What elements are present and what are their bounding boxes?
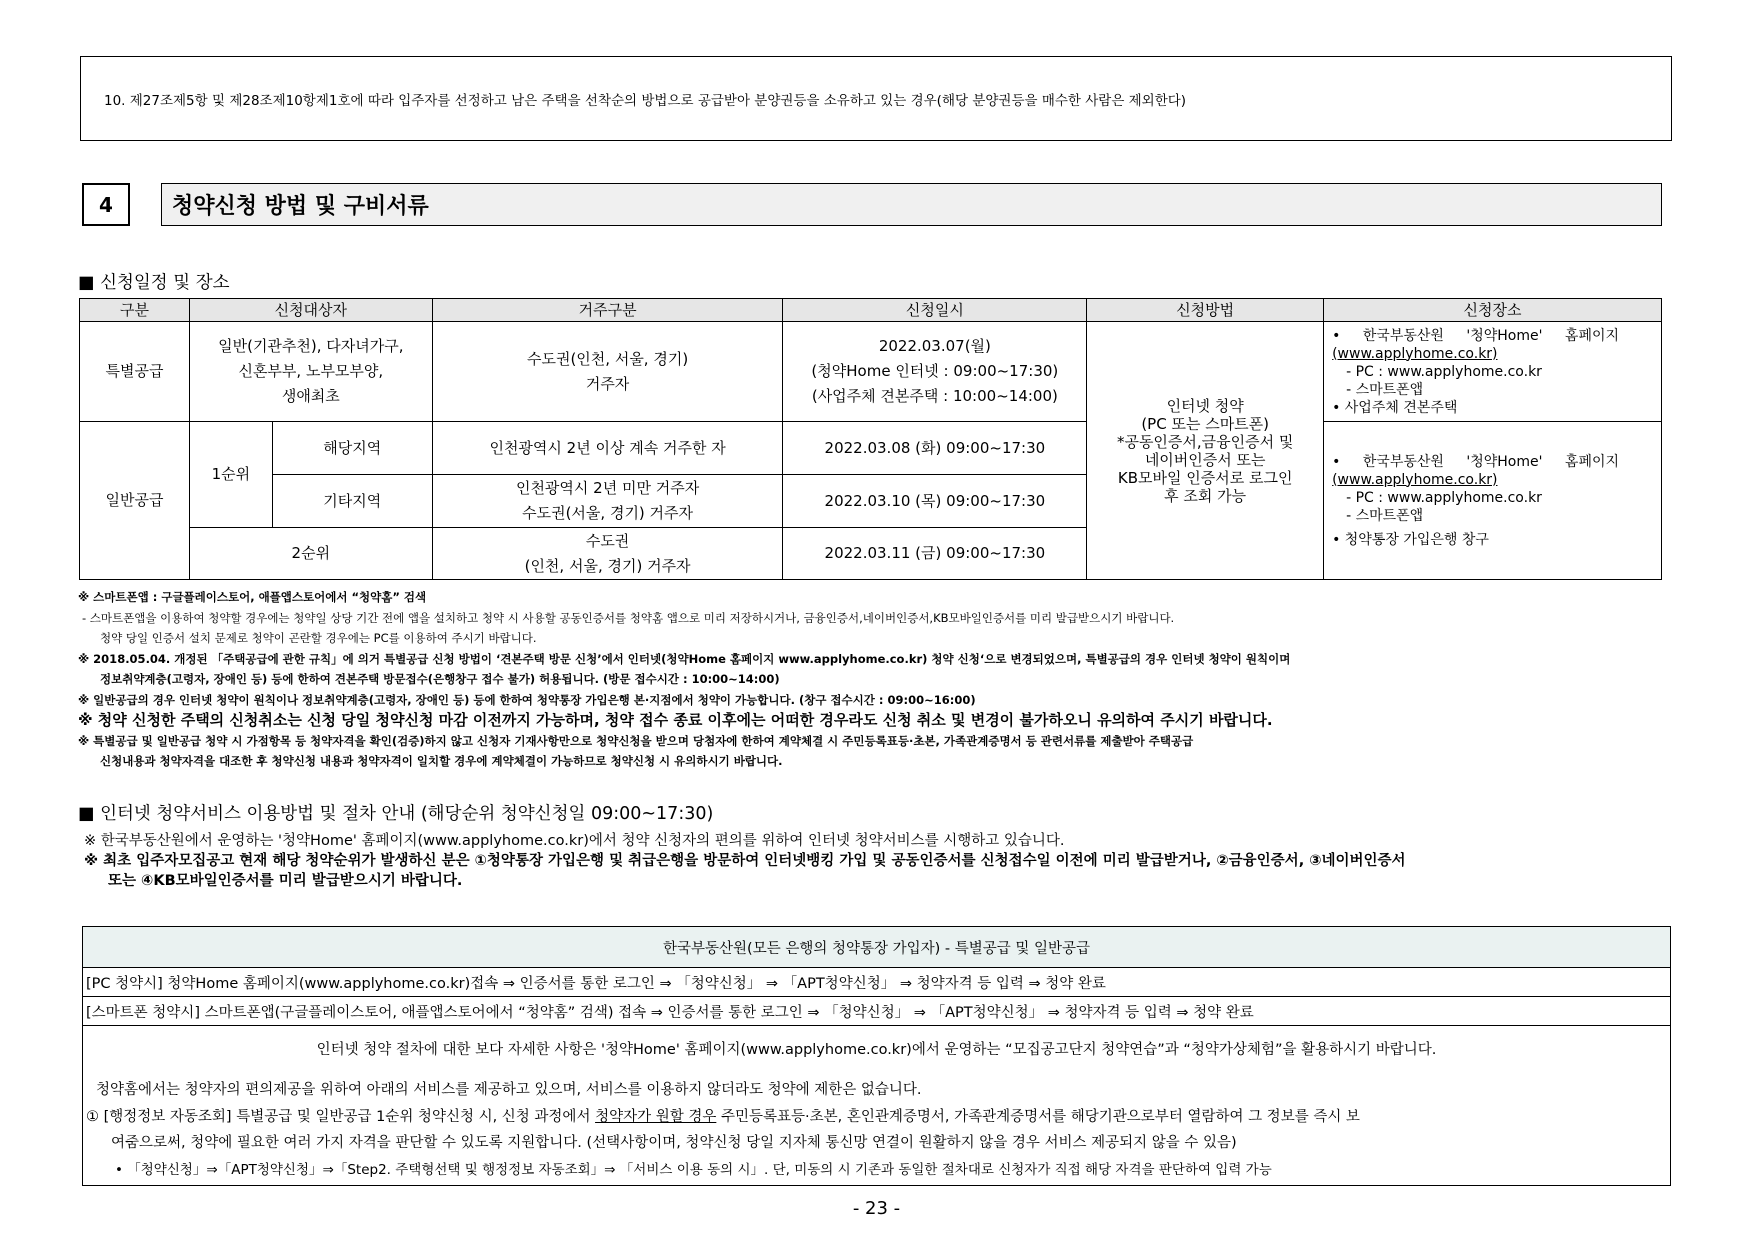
method-line: 인터넷 청약 [1166,396,1244,415]
special-residence [432,322,783,422]
header-method: 신청방법 [1087,299,1324,322]
mobile-procedure: [스마트폰 청약시] 스마트폰앱(구글플레이스토어, 애플앱스토어에서 “청약홈” 검색) 접속 ⇒ 인증서를 통한 로그인 ⇒ 「청약신청」 ⇒ 「APT청약신청」 ⇒ 청약자격 등 입력 ⇒ 청약 완료 [83,997,1670,1026]
internet-note-line: ※ 최초 입주자모집공고 현재 해당 청약순위가 발생하신 분은 ①청약통장 가입은행 및 취급은행을 방문하여 인터넷뱅킹 가입 및 공동인증서를 신청접수일 이전에 미리 발급받거나, ②금융인증서, ③네이버인증서 [84,853,1406,869]
note-line: ※ 스마트폰앱 : 구글플레이스토어, 애플앱스토어에서 “청약홈” 검색 [78,590,427,604]
method-line: *공동인증서,금융인증서 및 [1116,432,1294,451]
rank1-local-date: 2022.03.08 (화) 09:00~17:30 [783,422,1087,475]
residence-line: 수도권(서울, 경기) 거주자 [522,504,694,522]
note-line: ※ 특별공급 및 일반공급 청약 시 가점항목 등 청약자격을 확인(검증)하지 않고 신청자 기재사항만으로 청약신청을 받으며 당첨자에 한하여 계약체결 시 주민등록표등·초본, 가족관계증명서 등 관련서류를 제출받아 주택공급 [78,733,1194,748]
section-number: 4 [82,183,130,226]
special-date-line: (청약Home 인터넷 : 09:00~17:30) [811,362,1059,380]
place-special [1324,322,1662,422]
residence-line: 인천광역시 2년 미만 거주자 [515,479,700,497]
note-line: ※ 청약 신청한 주택의 신청취소는 신청 당일 청약신청 마감 이전까지 가능하며, 청약 접수 종료 이후에는 어떠한 경우라도 신청 취소 및 변경이 불가하오니 유의하여 주시기 바랍니다. [78,711,1273,729]
header-residence: 거주구분 [432,299,783,322]
internet-notes [84,831,1684,891]
note-line: 정보취약계층(고령자, 장애인 등) 등에 한하여 견본주택 방문접수(은행창구 접수 불가) 허용됩니다. (방문 접수시간 : 10:00~14:00) [100,672,780,686]
apply-method [1087,322,1324,580]
special-residence-line: 거주자 [585,374,630,393]
general-category: 일반공급 [80,422,190,580]
service-item-1-cont: 여줌으로써, 청약에 필요한 여러 가지 자격을 판단할 수 있도록 지원합니다. (선택사항이며, 청약신청 당일 지자체 통신망 연결이 원활하지 않을 경우 서비스 제공되지 않을 수 있음) [111,1135,1237,1151]
place-app: - 스마트폰앱 [1346,381,1424,398]
special-date [783,322,1087,422]
rank1-other-date: 2022.03.10 (목) 09:00~17:30 [783,475,1087,528]
note-line: - 스마트폰앱을 이용하여 청약할 경우에는 청약일 상당 기간 전에 앱을 설치하고 청약 시 사용할 공동인증서를 청약홈 앱으로 미리 저장하시거나, 금융인증서,네이버인증서,KB모바일인증서를 미리 발급받으시기 바랍니다. [82,610,1175,625]
service-item-underlined: 청약자가 원할 경우 [595,1109,717,1125]
rank2-date: 2022.03.11 (금) 09:00~17:30 [783,528,1087,580]
place-item: • 사업주체 견본주택 [1332,399,1458,416]
place-item: • 한국부동산원 '청약Home' 홈페이지 [1332,453,1620,470]
service-item-text: ① [행정정보 자동조회] 특별공급 및 일반공급 1순위 청약신청 시, 신청 과정에서 [86,1109,596,1125]
residence-line: 수도권 [585,531,630,550]
place-item: • 청약통장 가입은행 창구 [1332,531,1489,548]
special-target-line: 생애최초 [281,387,340,405]
eligibility-note-box [80,56,1672,141]
procedure-detail: 인터넷 청약 절차에 대한 보다 자세한 사항은 '청약Home' 홈페이지(www.applyhome.co.kr)에서 운영하는 “모집공고단지 청약연습”과 “청약가상체험”을 활용하시기 바랍니다. [316,1042,1437,1058]
internet-heading: ■ 인터넷 청약서비스 이용방법 및 절차 안내 (해당순위 청약신청일 09:00~17:30) [78,804,714,824]
special-date-line: (사업주체 견본주택 : 10:00~14:00) [811,387,1058,405]
rank2-residence [432,528,783,580]
service-intro: 청약홈에서는 청약자의 편의제공을 위하여 아래의 서비스를 제공하고 있으며, 서비스를 이용하지 않더라도 청약에 제한은 없습니다. [96,1082,922,1098]
place-url-link[interactable]: (www.applyhome.co.kr) [1332,345,1498,362]
schedule-notes [78,587,1678,772]
schedule-heading: ■ 신청일정 및 장소 [78,273,230,293]
rank1-other-area: 기타지역 [272,475,432,528]
special-target-line: 신혼부부, 노부모부양, [238,362,384,380]
page-number: - 23 - [852,1198,901,1219]
place-general [1324,422,1662,580]
note-line: ※ 일반공급의 경우 인터넷 청약이 원칙이나 정보취약계층(고령자, 장애인 등) 등에 한하여 청약통장 가입은행 본·지점에서 청약이 가능합니다. (창구 접수시간 : 09:00~16:00) [78,692,976,707]
table-row [80,422,1662,475]
special-category: 특별공급 [80,322,190,422]
residence-line: (인천, 서울, 경기) 거주자 [524,556,691,575]
schedule-table [79,298,1662,580]
note-line: ※ 2018.05.04. 개정된 「주택공급에 관한 규칙」에 의거 특별공급 신청 방법이 ‘견본주택 방문 신청’에서 인터넷(청약Home 홈페이지 www.applyhome.co.kr) 청약 신청‘으로 변경되었으며, 특별공급의 경우 인터넷 청약이 원칙이며 [78,651,1291,666]
section-title: 청약신청 방법 및 구비서류 [161,183,1662,226]
method-line: 네이버인증서 또는 [1144,450,1266,469]
note-line: 신청내용과 청약자격을 대조한 후 청약신청 내용과 청약자격이 일치할 경우에 계약체결이 가능하므로 청약신청 시 유의하시기 바랍니다. [100,754,783,768]
special-target-line: 일반(기관추천), 다자녀가구, [218,337,404,355]
place-url-link[interactable]: (www.applyhome.co.kr) [1332,471,1498,488]
service-item-text: 주민등록표등·초본, 혼인관계증명서, 가족관계증명서를 해당기관으로부터 열람하여 그 정보를 즉시 보 [716,1109,1360,1125]
place-pc: - PC : www.applyhome.co.kr [1346,363,1542,380]
rank1-local-residence: 인천광역시 2년 이상 계속 거주한 자 [432,422,783,475]
table-row [80,322,1662,422]
service-item-1 [86,1105,1360,1126]
rank2-label: 2순위 [189,528,432,580]
service-item-1-steps: • 「청약신청」⇒「APT청약신청」⇒「Step2. 주택형선택 및 행정정보 자동조회」⇒ 「서비스 이용 동의 시」. 단, 미동의 시 기존과 동일한 절차대로 신청자가 직접 해당 자격을 판단하여 입력 가능 [115,1162,1272,1178]
method-line: 후 조회 가능 [1164,486,1247,505]
rank1-other-residence [432,475,783,528]
internet-note-line: 또는 ④KB모바일인증서를 미리 발급받으시기 바랍니다. [108,873,463,889]
note-line: 청약 당일 인증서 설치 문제로 청약이 곤란할 경우에는 PC를 이용하여 주시기 바랍니다. [100,631,537,645]
place-item: • 한국부동산원 '청약Home' 홈페이지 [1332,327,1620,344]
header-category: 구분 [80,299,190,322]
table-header-row [80,299,1662,322]
rank1-local-area: 해당지역 [272,422,432,475]
internet-note-line: ※ 한국부동산원에서 운영하는 '청약Home' 홈페이지(www.applyhome.co.kr)에서 청약 신청자의 편의를 위하여 인터넷 청약서비스를 시행하고 있습니다. [84,833,1065,849]
pc-procedure: [PC 청약시] 청약Home 홈페이지(www.applyhome.co.kr)접속 ⇒ 인증서를 통한 로그인 ⇒ 「청약신청」 ⇒ 「APT청약신청」 ⇒ 청약자격 등 입력 ⇒ 청약 완료 [83,968,1670,997]
special-date-line: 2022.03.07(월) [878,337,991,355]
special-target [189,322,432,422]
eligibility-note-text: 10. 제27조제5항 및 제28조제10항제1호에 따라 입주자를 선정하고 남은 주택을 선착순의 방법으로 공급받아 분양권등을 소유하고 있는 경우(해당 분양권등을 매수한 사람은 제외한다) [104,92,1187,109]
header-target: 신청대상자 [189,299,432,322]
place-pc: - PC : www.applyhome.co.kr [1346,489,1542,506]
place-app: - 스마트폰앱 [1346,507,1424,524]
procedure-box [82,926,1671,1186]
header-place: 신청장소 [1324,299,1662,322]
general-rank1: 1순위 [189,422,272,528]
header-date: 신청일시 [783,299,1087,322]
method-line: (PC 또는 스마트폰) [1141,414,1270,433]
special-residence-line: 수도권(인천, 서울, 경기) [526,349,689,368]
procedure-header: 한국부동산원(모든 은행의 청약통장 가입자) - 특별공급 및 일반공급 [83,927,1670,968]
method-line: KB모바일 인증서로 로그인 [1117,468,1293,487]
